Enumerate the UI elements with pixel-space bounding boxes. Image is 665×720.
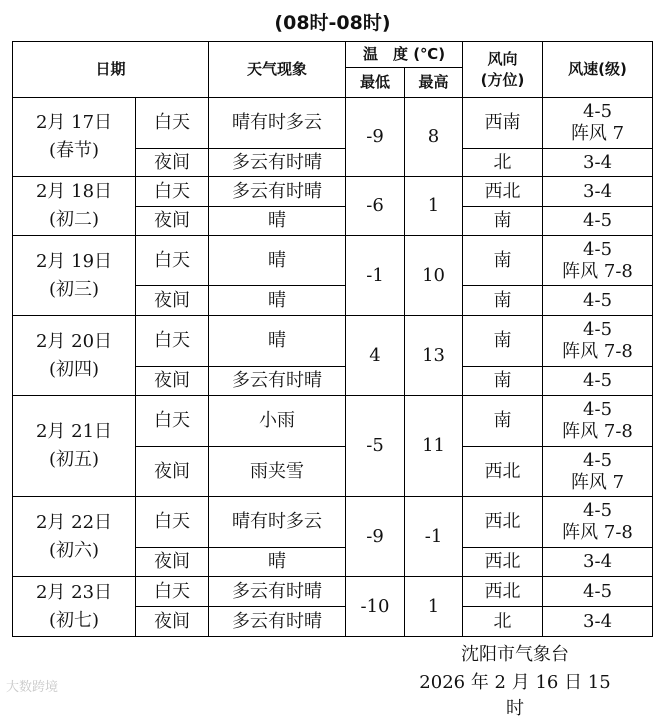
temp-low: -6 — [346, 177, 405, 236]
table-title: (08时-08时) — [274, 12, 391, 34]
temp-high: 10 — [405, 236, 463, 316]
weather: 晴 — [209, 286, 346, 316]
weather: 晴 — [209, 236, 346, 286]
date-cell — [13, 396, 136, 497]
wind-speed-value: 4-5 — [583, 210, 613, 231]
wind-direction: 南 — [463, 396, 543, 447]
wind-gust: 阵风 7-8 — [562, 421, 633, 442]
date: 2月 21日 — [35, 421, 113, 442]
table-row — [13, 396, 653, 447]
wind-direction: 南 — [463, 367, 543, 396]
header-temperature: 温 度 (℃) — [346, 42, 463, 68]
header-date: 日期 — [13, 42, 209, 98]
forecast-table — [12, 41, 653, 637]
lunar-date: (初二) — [48, 209, 100, 230]
header-wind-direction-line1: 风向 — [487, 49, 518, 68]
header-low: 最低 — [346, 68, 405, 98]
date-cell — [13, 577, 136, 637]
period: 夜间 — [136, 367, 209, 396]
period: 夜间 — [136, 207, 209, 236]
period: 白天 — [136, 177, 209, 207]
wind-speed — [543, 577, 653, 607]
wind-gust: 阵风 7 — [570, 471, 625, 493]
temp-low: -10 — [346, 577, 405, 637]
wind-speed — [543, 236, 653, 286]
date-cell — [13, 497, 136, 577]
lunar-date: (初五) — [48, 449, 100, 470]
wind-speed — [543, 177, 653, 207]
table-row — [13, 316, 653, 367]
date: 2月 18日 — [35, 181, 113, 202]
temp-high: 11 — [405, 396, 463, 497]
issuer: 沈阳市气象台 — [461, 644, 569, 665]
wind-gust: 阵风 7 — [570, 123, 625, 144]
table-row — [13, 236, 653, 286]
temp-low: -5 — [346, 396, 405, 497]
wind-direction: 西北 — [463, 447, 543, 497]
wind-gust: 阵风 7-8 — [562, 260, 633, 282]
wind-direction: 北 — [463, 149, 543, 177]
wind-speed-value: 4-5 — [583, 449, 613, 471]
period: 白天 — [136, 316, 209, 367]
temp-high: 1 — [405, 577, 463, 637]
weather: 多云有时晴 — [209, 607, 346, 637]
temp-low: -9 — [346, 497, 405, 577]
table-row — [13, 497, 653, 548]
wind-direction: 南 — [463, 316, 543, 367]
table-row — [13, 177, 653, 207]
date-cell — [13, 177, 136, 236]
lunar-date: (初六) — [48, 539, 100, 561]
wind-speed-value: 3-4 — [583, 180, 613, 202]
weather: 晴有时多云 — [209, 497, 346, 548]
weather: 多云有时晴 — [209, 149, 346, 177]
temp-low: -9 — [346, 98, 405, 177]
period: 夜间 — [136, 607, 209, 637]
period: 夜间 — [136, 548, 209, 577]
lunar-date: (初四) — [48, 358, 100, 380]
weather: 晴 — [209, 548, 346, 577]
wind-direction: 西南 — [463, 98, 543, 149]
wind-speed-value: 3-4 — [583, 610, 613, 632]
wind-direction: 南 — [463, 286, 543, 316]
weather: 雨夹雪 — [209, 447, 346, 497]
date-cell — [13, 236, 136, 316]
wind-speed-value: 4-5 — [583, 399, 613, 420]
table-row — [13, 98, 653, 149]
weather: 多云有时晴 — [209, 367, 346, 396]
watermark: 大数跨境 — [6, 680, 59, 695]
wind-direction: 北 — [463, 607, 543, 637]
date: 2月 23日 — [35, 581, 113, 603]
wind-speed — [543, 149, 653, 177]
issue-time: 2026 年 2 月 16 日 15 时 — [419, 672, 611, 719]
period: 夜间 — [136, 286, 209, 316]
period: 夜间 — [136, 447, 209, 497]
wind-speed — [543, 497, 653, 548]
wind-direction: 西北 — [463, 497, 543, 548]
lunar-date: (初七) — [48, 609, 100, 631]
wind-direction: 南 — [463, 207, 543, 236]
wind-speed-value: 3-4 — [583, 151, 613, 173]
weather: 小雨 — [209, 396, 346, 447]
temp-high: 8 — [405, 98, 463, 177]
wind-speed — [543, 98, 653, 149]
temp-high: 1 — [405, 177, 463, 236]
date-cell — [13, 316, 136, 396]
header-wind-speed: 风速(级) — [543, 42, 653, 98]
wind-speed-value: 4-5 — [583, 319, 613, 340]
wind-speed — [543, 548, 653, 577]
header-weather: 天气现象 — [209, 42, 346, 98]
wind-gust: 阵风 7-8 — [562, 341, 633, 362]
weather: 晴 — [209, 316, 346, 367]
lunar-date: (初三) — [48, 278, 100, 300]
wind-speed-value: 4-5 — [583, 370, 613, 391]
date-cell — [13, 98, 136, 177]
wind-speed-value: 4-5 — [583, 238, 613, 260]
wind-direction: 西北 — [463, 177, 543, 207]
weather: 多云有时晴 — [209, 177, 346, 207]
weather: 晴 — [209, 207, 346, 236]
period: 白天 — [136, 577, 209, 607]
wind-speed-value: 4-5 — [583, 289, 613, 311]
header-wind-direction-line2: (方位) — [480, 70, 525, 89]
wind-speed — [543, 447, 653, 497]
lunar-date: (春节) — [48, 140, 100, 161]
date: 2月 19日 — [35, 250, 113, 272]
table-row — [13, 577, 653, 607]
date: 2月 22日 — [35, 511, 113, 533]
wind-direction: 西北 — [463, 577, 543, 607]
period: 白天 — [136, 98, 209, 149]
period: 白天 — [136, 236, 209, 286]
period: 白天 — [136, 396, 209, 447]
wind-direction: 南 — [463, 236, 543, 286]
wind-speed — [543, 396, 653, 447]
period: 白天 — [136, 497, 209, 548]
wind-speed-value: 4-5 — [583, 500, 613, 521]
weather: 晴有时多云 — [209, 98, 346, 149]
wind-speed-value: 4-5 — [583, 101, 613, 122]
wind-speed-value: 3-4 — [583, 551, 613, 572]
wind-gust: 阵风 7-8 — [562, 522, 633, 543]
date: 2月 20日 — [35, 330, 113, 352]
temp-high: -1 — [405, 497, 463, 577]
wind-speed — [543, 607, 653, 637]
wind-speed — [543, 367, 653, 396]
wind-speed — [543, 207, 653, 236]
header-wind-direction — [463, 42, 543, 98]
wind-speed — [543, 316, 653, 367]
temp-low: 4 — [346, 316, 405, 396]
date: 2月 17日 — [35, 112, 113, 133]
wind-direction: 西北 — [463, 548, 543, 577]
temp-low: -1 — [346, 236, 405, 316]
period: 夜间 — [136, 149, 209, 177]
weather: 多云有时晴 — [209, 577, 346, 607]
header-high: 最高 — [405, 68, 463, 98]
temp-high: 13 — [405, 316, 463, 396]
wind-speed — [543, 286, 653, 316]
wind-speed-value: 4-5 — [583, 580, 613, 602]
